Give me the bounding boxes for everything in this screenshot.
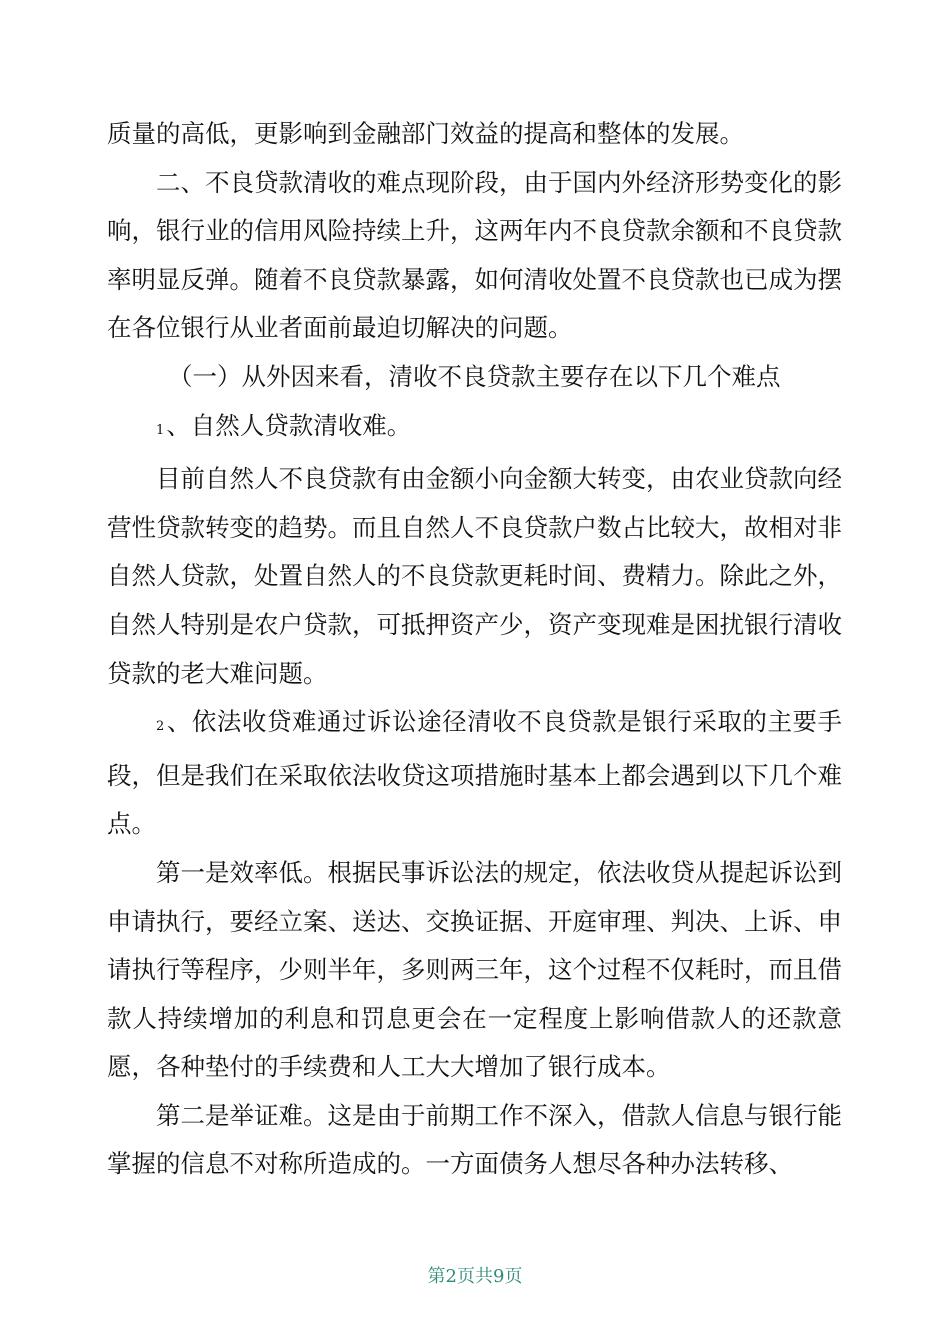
paragraph-subsection-one: （一）从外因来看，清收不良贷款主要存在以下几个难点 [168,361,781,391]
paragraph-low-efficiency: 第一是效率低。根据民事诉讼法的规定，依法收贷从提起诉讼到申请执行，要经立案、送达、交换证据、开庭审理、判决、上诉、申请执行等程序，少则半年，多则两三年，这个过程不仅耗时，而且借款人持续增加的利息和罚息更会在一定程度上影响借款人的还款意愿，各种垫付的手续费和人工大大增加了银行成本。 [107,857,842,1082]
item-number: 2 [156,719,167,735]
item-text: 、依法收贷难通过诉讼途径清收不良贷款是银行采取的主要手段，但是我们在采取依法收贷这项措施时基本上都会遇到以下几个难点。 [107,707,842,839]
document-body [107,110,842,1189]
page-number-footer: 第2页共9页 [427,1266,523,1287]
paragraph-natural-person-loans: 目前自然人不良贷款有由金额小向金额大转变，由农业贷款向经营性贷款转变的趋势。而且自然人不良贷款户数占比较大，故相对非自然人贷款，处置自然人的不良贷款更耗时间、费精力。除此之外，自然人特别是农户贷款，可抵押资产少，资产变现难是困扰银行清收贷款的老大难问题。 [107,464,842,688]
item-number: 1 [156,422,167,438]
paragraph-item-two [107,698,842,849]
paragraph-item-one [107,402,842,456]
paragraph-section-two: 二、不良贷款清收的难点现阶段，由于国内外经济形势变化的影响，银行业的信用风险持续上升，这两年内不良贷款余额和不良贷款率明显反弹。随着不良贷款暴露，如何清收处置不良贷款也已成为摆在各位银行从业者面前最迫切解决的问题。 [107,167,842,343]
paragraph-evidence-difficulty: 第二是举证难。这是由于前期工作不深入，借款人信息与银行能掌握的信息不对称所造成的。一方面债务人想尽各种办法转移、 [107,1100,842,1179]
paragraph-continuation: 质量的高低，更影响到金融部门效益的提高和整体的发展。 [107,119,744,148]
item-text: 、自然人贷款清收难。 [166,410,412,440]
